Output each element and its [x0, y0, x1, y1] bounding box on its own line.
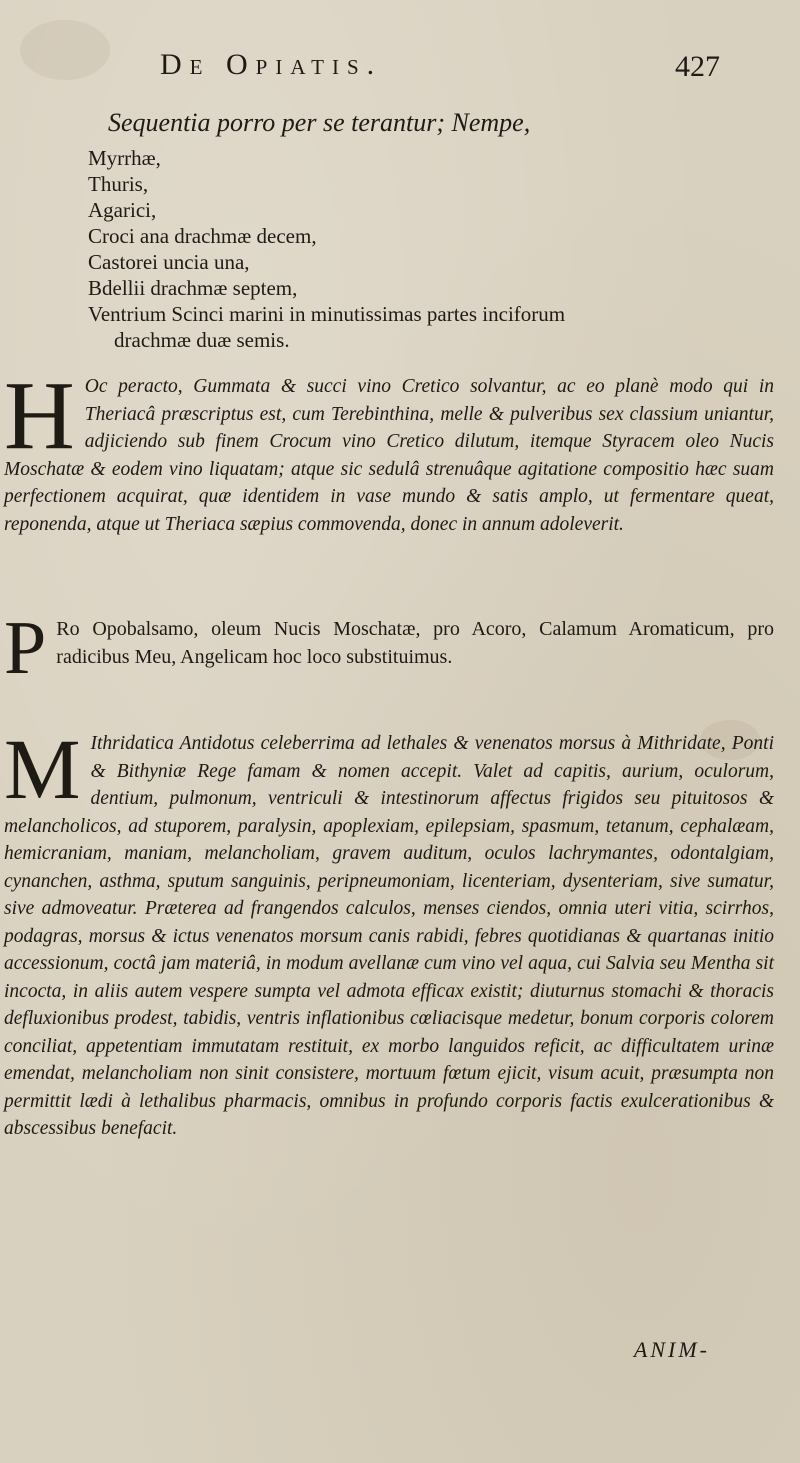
page-number: 427: [675, 50, 720, 83]
ingredient-item: Ventrium Scinci marini in minutissimas partes inciforum: [88, 302, 566, 326]
paragraph-hoc: [4, 362, 774, 538]
paragraph-mithridatica: [4, 721, 774, 1143]
ingredient-item: Myrrhæ,: [88, 146, 161, 170]
catchword: ANIM-: [633, 1337, 710, 1362]
ingredient-item: drachmæ duæ semis.: [114, 328, 290, 352]
ingredient-item: Agarici,: [88, 198, 157, 222]
ingredient-list: [88, 145, 768, 353]
paragraph-pro: [4, 606, 774, 690]
intro-line: Sequentia porro per se terantur; Nempe,: [108, 108, 531, 137]
ingredient-item: Bdellii drachmæ septem,: [88, 276, 298, 300]
ingredient-item: Thuris,: [88, 172, 149, 196]
ingredient-item: Castorei uncia una,: [88, 250, 250, 274]
paragraph-text: Ro Opobalsamo, oleum Nucis Moschatæ, pro Acoro, Calamum Aromaticum, pro radicibus Meu, Angelicam hoc loco substituimus.: [56, 618, 774, 668]
running-head: De Opiatis.: [160, 48, 383, 81]
paragraph-text: Oc peracto, Gummata & succi vino Cretico solvantur, ac eo planè modo qui in Theriacâ præscriptus est, cum Terebinthina, melle & pulveribus sex classium uniantur, adjiciendo sub finem Crocum vino Cretico dilutum, itemque Styracem oleo Nucis Moschatæ & eodem vino liquatam; atque sic sedulâ strenuâque agitatione compositio hæc suam perfectionem acquirat, quæ identidem in vase mundo & satis amplo, ut fermentare queat, reponenda, atque ut Theriaca sæpius commovenda, donec in annum adoleverit.: [4, 376, 774, 535]
paragraph-text: Ithridatica Antidotus celeberrima ad lethales & venenatos morsus à Mithridate, Ponti & Bithyniæ Rege famam & nomen accepit. Valet ad capitis, aurium, oculorum, dentium, pulmonum, ventriculi & intestinorum affectus frigidos seu pituitosos & melancholicos, ad stuporem, paralysin, apoplexiam, epilepsiam, spasmum, tetanum, cephalæam, hemicraniam, maniam, melancholiam, gravem auditum, oculos lachrymantes, odontalgiam, cynanchen, asthma, sputum sanguinis, peripneumoniam, licenteriam, dysenteriam, sive sumatur, sive admoveatur. Præterea ad frangendos calculos, menses ciendos, omnia uteri vitia, scirrhos, podagras, morsus & ictus venenatos morsum canis rabidi, febres quotidianas & quartanas initio accessionum, coctâ jam materiâ, in modum avellanæ cum vino vel aqua, cui Salvia seu Mentha sit incocta, in aliis autem vespere sumpta vel admota efficax existit; diuturnus stomachi & thoracis defluxionibus prodest, tabidis, ventris inflationibus cœliacisque medetur, bonum corporis colorem conciliat, appetentiam immutatam restituit, ex morbo languidos reficit, ac difficultatem urinæ emendat, melancholiam non sinit consistere, mortuum fœtum ejicit, visum acuit, præsumpta non permittit lædi à lethalibus pharmacis, omnibus in profundo corporis factis exulcerationibus & abscessibus benefacit.: [4, 733, 774, 1139]
paper-stain: [20, 20, 110, 80]
drop-cap: P: [4, 606, 47, 690]
drop-cap: M: [4, 721, 81, 817]
drop-cap: H: [4, 362, 75, 470]
page-header: [160, 48, 720, 88]
ingredient-item: Croci ana drachmæ decem,: [88, 224, 317, 248]
